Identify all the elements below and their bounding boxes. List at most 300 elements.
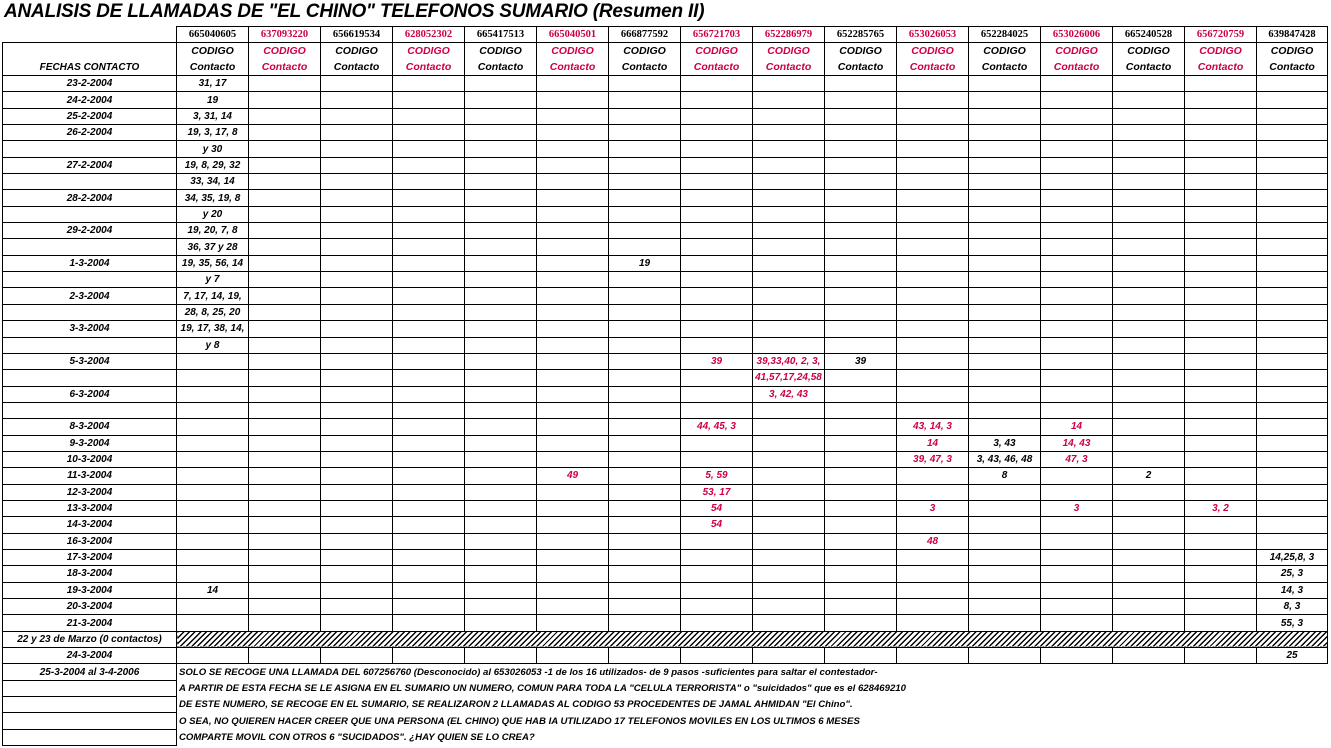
empty-cell bbox=[1041, 549, 1113, 565]
empty-cell bbox=[537, 533, 609, 549]
table-row bbox=[3, 337, 1328, 353]
table-row bbox=[3, 125, 1328, 141]
empty-cell bbox=[825, 599, 897, 615]
empty-cell bbox=[825, 321, 897, 337]
contact-codes-cell: 3, 31, 14 bbox=[177, 108, 249, 124]
empty-cell bbox=[753, 615, 825, 631]
empty-cell bbox=[969, 255, 1041, 271]
empty-cell bbox=[1041, 484, 1113, 500]
empty-cell bbox=[1113, 157, 1185, 173]
phone-number-header: 652286979 bbox=[753, 27, 825, 43]
empty-cell bbox=[537, 615, 609, 631]
empty-cell bbox=[177, 402, 249, 418]
empty-cell bbox=[1113, 92, 1185, 108]
contacto-label: Contacto bbox=[177, 59, 249, 76]
contact-codes-cell: 3, 43 bbox=[969, 435, 1041, 451]
date-cell: 16-3-2004 bbox=[3, 533, 177, 549]
phone-number-header: 656720759 bbox=[1185, 27, 1257, 43]
empty-cell bbox=[321, 484, 393, 500]
empty-cell bbox=[1257, 239, 1328, 255]
empty-cell bbox=[1257, 125, 1328, 141]
empty-cell bbox=[897, 517, 969, 533]
empty-cell bbox=[465, 370, 537, 386]
empty-cell bbox=[1185, 92, 1257, 108]
empty-cell bbox=[825, 386, 897, 402]
date-cell: 9-3-2004 bbox=[3, 435, 177, 451]
empty-cell bbox=[969, 223, 1041, 239]
empty-cell bbox=[753, 108, 825, 124]
empty-cell bbox=[753, 288, 825, 304]
notes-date-blank bbox=[3, 729, 177, 745]
table-row bbox=[3, 223, 1328, 239]
empty-cell bbox=[537, 92, 609, 108]
empty-cell bbox=[249, 419, 321, 435]
empty-cell bbox=[465, 484, 537, 500]
calls-table bbox=[2, 26, 1328, 746]
empty-cell bbox=[249, 223, 321, 239]
empty-cell bbox=[825, 370, 897, 386]
date-cell: 22 y 23 de Marzo (0 contactos) bbox=[3, 631, 177, 647]
date-cell: 1-3-2004 bbox=[3, 255, 177, 271]
contacto-label: Contacto bbox=[1041, 59, 1113, 76]
empty-cell bbox=[825, 239, 897, 255]
empty-cell bbox=[1113, 500, 1185, 516]
empty-cell bbox=[969, 370, 1041, 386]
date-cell: 24-3-2004 bbox=[3, 648, 177, 664]
table-row bbox=[3, 108, 1328, 124]
table-row bbox=[3, 174, 1328, 190]
empty-cell bbox=[465, 648, 537, 664]
empty-cell bbox=[465, 239, 537, 255]
empty-cell bbox=[249, 157, 321, 173]
empty-cell bbox=[609, 206, 681, 222]
empty-cell bbox=[537, 402, 609, 418]
empty-cell bbox=[897, 615, 969, 631]
empty-cell bbox=[1041, 566, 1113, 582]
empty-cell bbox=[681, 533, 753, 549]
phone-number-header: 652285765 bbox=[825, 27, 897, 43]
empty-cell bbox=[1257, 157, 1328, 173]
empty-cell bbox=[249, 582, 321, 598]
empty-cell bbox=[1257, 304, 1328, 320]
date-cell: 2-3-2004 bbox=[3, 288, 177, 304]
empty-cell bbox=[825, 500, 897, 516]
empty-cell bbox=[465, 255, 537, 271]
empty-cell bbox=[1113, 370, 1185, 386]
contact-codes-cell: 36, 37 y 28 bbox=[177, 239, 249, 255]
phone-number-header: 656619534 bbox=[321, 27, 393, 43]
codigo-label: CODIGO bbox=[681, 43, 753, 60]
empty-cell bbox=[465, 451, 537, 467]
empty-cell bbox=[609, 370, 681, 386]
empty-cell bbox=[1257, 370, 1328, 386]
empty-cell bbox=[1257, 451, 1328, 467]
contact-codes-cell: y 30 bbox=[177, 141, 249, 157]
empty-cell bbox=[1113, 76, 1185, 92]
empty-cell bbox=[393, 337, 465, 353]
empty-cell bbox=[1257, 435, 1328, 451]
empty-cell bbox=[393, 223, 465, 239]
table-row bbox=[3, 321, 1328, 337]
empty-cell bbox=[321, 272, 393, 288]
empty-cell bbox=[393, 141, 465, 157]
empty-cell bbox=[609, 108, 681, 124]
empty-cell bbox=[177, 549, 249, 565]
empty-cell bbox=[681, 648, 753, 664]
empty-cell bbox=[681, 255, 753, 271]
empty-cell bbox=[1113, 223, 1185, 239]
empty-cell bbox=[609, 92, 681, 108]
empty-cell bbox=[609, 223, 681, 239]
empty-cell bbox=[1257, 92, 1328, 108]
empty-cell bbox=[609, 239, 681, 255]
empty-cell bbox=[537, 288, 609, 304]
no-contact-hatched-band bbox=[177, 631, 1328, 647]
empty-cell bbox=[321, 76, 393, 92]
empty-cell bbox=[897, 402, 969, 418]
empty-cell bbox=[321, 108, 393, 124]
empty-cell bbox=[537, 451, 609, 467]
empty-cell bbox=[249, 451, 321, 467]
contact-codes-cell: 44, 45, 3 bbox=[681, 419, 753, 435]
empty-cell bbox=[969, 206, 1041, 222]
empty-cell bbox=[969, 353, 1041, 369]
date-cell: 28-2-2004 bbox=[3, 190, 177, 206]
empty-cell bbox=[825, 255, 897, 271]
empty-cell bbox=[753, 435, 825, 451]
date-cell: 8-3-2004 bbox=[3, 419, 177, 435]
contact-codes-cell: 39,33,40, 2, 3, bbox=[753, 353, 825, 369]
notes-date-blank bbox=[3, 697, 177, 713]
contact-codes-cell: 39 bbox=[825, 353, 897, 369]
date-header-top bbox=[3, 43, 177, 60]
empty-cell bbox=[393, 190, 465, 206]
empty-cell bbox=[1041, 125, 1113, 141]
empty-cell bbox=[1113, 174, 1185, 190]
empty-cell bbox=[825, 648, 897, 664]
empty-cell bbox=[609, 125, 681, 141]
empty-cell bbox=[393, 370, 465, 386]
empty-cell bbox=[393, 615, 465, 631]
empty-cell bbox=[1185, 76, 1257, 92]
empty-cell bbox=[1041, 468, 1113, 484]
empty-cell bbox=[321, 435, 393, 451]
empty-cell bbox=[825, 566, 897, 582]
empty-cell bbox=[177, 500, 249, 516]
codigo-label: CODIGO bbox=[897, 43, 969, 60]
empty-cell bbox=[825, 223, 897, 239]
table-row bbox=[3, 239, 1328, 255]
date-cell: 3-3-2004 bbox=[3, 321, 177, 337]
empty-cell bbox=[249, 190, 321, 206]
empty-cell bbox=[1041, 648, 1113, 664]
empty-cell bbox=[897, 92, 969, 108]
empty-cell bbox=[465, 304, 537, 320]
empty-cell bbox=[753, 582, 825, 598]
empty-cell bbox=[1041, 157, 1113, 173]
codigo-label: CODIGO bbox=[1041, 43, 1113, 60]
empty-cell bbox=[1185, 582, 1257, 598]
empty-cell bbox=[249, 370, 321, 386]
empty-cell bbox=[393, 484, 465, 500]
contacto-label: Contacto bbox=[321, 59, 393, 76]
empty-cell bbox=[537, 223, 609, 239]
table-row bbox=[3, 76, 1328, 92]
empty-cell bbox=[753, 76, 825, 92]
phone-number-header: 653026053 bbox=[897, 27, 969, 43]
empty-cell bbox=[249, 599, 321, 615]
empty-cell bbox=[609, 272, 681, 288]
empty-cell bbox=[609, 599, 681, 615]
date-cell bbox=[3, 141, 177, 157]
empty-cell bbox=[609, 402, 681, 418]
date-cell: 20-3-2004 bbox=[3, 599, 177, 615]
contacto-label: Contacto bbox=[537, 59, 609, 76]
empty-cell bbox=[1113, 435, 1185, 451]
empty-cell bbox=[897, 141, 969, 157]
phone-number-header: 665040501 bbox=[537, 27, 609, 43]
empty-cell bbox=[1185, 206, 1257, 222]
empty-cell bbox=[1257, 419, 1328, 435]
empty-cell bbox=[1257, 468, 1328, 484]
empty-cell bbox=[249, 337, 321, 353]
codigo-label: CODIGO bbox=[537, 43, 609, 60]
date-cell: 27-2-2004 bbox=[3, 157, 177, 173]
empty-cell bbox=[537, 353, 609, 369]
note-line: SOLO SE RECOGE UNA LLAMADA DEL 607256760 (Desconocido) al 653026053 -1 de los 16 utilizados- de 9 pasos -suficientes para saltar el contestador- bbox=[177, 664, 1328, 680]
empty-cell bbox=[465, 108, 537, 124]
contact-codes-cell: 3, 2 bbox=[1185, 500, 1257, 516]
empty-cell bbox=[177, 370, 249, 386]
empty-cell bbox=[249, 648, 321, 664]
table-row bbox=[3, 272, 1328, 288]
empty-cell bbox=[537, 549, 609, 565]
empty-cell bbox=[1257, 288, 1328, 304]
phone-number-row bbox=[3, 27, 1328, 43]
empty-cell bbox=[393, 157, 465, 173]
empty-cell bbox=[1041, 582, 1113, 598]
empty-cell bbox=[681, 435, 753, 451]
note-line: A PARTIR DE ESTA FECHA SE LE ASIGNA EN EL SUMARIO UN NUMERO, COMUN PARA TODA LA "CELULA TERRORISTA" o "suicidados" que es el 628469210 bbox=[179, 682, 906, 694]
contact-codes-cell: 3 bbox=[1041, 500, 1113, 516]
empty-cell bbox=[1041, 402, 1113, 418]
contact-codes-cell: 55, 3 bbox=[1257, 615, 1328, 631]
contact-codes-cell: 14, 43 bbox=[1041, 435, 1113, 451]
empty-cell bbox=[393, 386, 465, 402]
empty-cell bbox=[609, 615, 681, 631]
empty-cell bbox=[609, 337, 681, 353]
empty-cell bbox=[1113, 402, 1185, 418]
table-row bbox=[3, 190, 1328, 206]
empty-cell bbox=[1041, 370, 1113, 386]
phone-number-header: 665240528 bbox=[1113, 27, 1185, 43]
empty-cell bbox=[681, 599, 753, 615]
empty-cell bbox=[321, 239, 393, 255]
empty-cell bbox=[753, 517, 825, 533]
codigo-label: CODIGO bbox=[825, 43, 897, 60]
empty-cell bbox=[753, 549, 825, 565]
empty-cell bbox=[681, 206, 753, 222]
empty-cell bbox=[537, 517, 609, 533]
empty-cell bbox=[249, 239, 321, 255]
empty-cell bbox=[825, 533, 897, 549]
empty-cell bbox=[1185, 648, 1257, 664]
empty-cell bbox=[1041, 386, 1113, 402]
empty-cell bbox=[393, 517, 465, 533]
empty-cell bbox=[825, 582, 897, 598]
empty-cell bbox=[321, 566, 393, 582]
empty-cell bbox=[681, 108, 753, 124]
empty-cell bbox=[753, 599, 825, 615]
empty-cell bbox=[1257, 223, 1328, 239]
codigo-label: CODIGO bbox=[1113, 43, 1185, 60]
empty-cell bbox=[681, 190, 753, 206]
empty-cell bbox=[1257, 484, 1328, 500]
contact-codes-cell: 53, 17 bbox=[681, 484, 753, 500]
contacto-label: Contacto bbox=[825, 59, 897, 76]
empty-cell bbox=[753, 500, 825, 516]
contact-codes-cell: 54 bbox=[681, 500, 753, 516]
empty-cell bbox=[1257, 255, 1328, 271]
empty-cell bbox=[249, 549, 321, 565]
empty-cell bbox=[1113, 239, 1185, 255]
empty-cell bbox=[1185, 223, 1257, 239]
empty-cell bbox=[753, 304, 825, 320]
empty-cell bbox=[969, 76, 1041, 92]
table-row bbox=[3, 549, 1328, 565]
empty-cell bbox=[321, 141, 393, 157]
empty-cell bbox=[537, 174, 609, 190]
empty-cell bbox=[249, 468, 321, 484]
empty-cell bbox=[609, 484, 681, 500]
note-row bbox=[3, 664, 1328, 680]
table-row bbox=[3, 484, 1328, 500]
note-line: O SEA, NO QUIEREN HACER CREER QUE UNA PERSONA (EL CHINO) QUE HAB IA UTILIZADO 17 TELEFONOS MOVILES EN LOS ULTIMOS 6 MESES bbox=[179, 715, 860, 727]
contacto-label: Contacto bbox=[1185, 59, 1257, 76]
empty-cell bbox=[681, 566, 753, 582]
empty-cell bbox=[537, 484, 609, 500]
table-row bbox=[3, 599, 1328, 615]
empty-cell bbox=[681, 272, 753, 288]
contact-codes-cell: 19, 20, 7, 8 bbox=[177, 223, 249, 239]
empty-cell bbox=[753, 174, 825, 190]
empty-cell bbox=[1113, 419, 1185, 435]
empty-cell bbox=[1185, 353, 1257, 369]
empty-cell bbox=[609, 451, 681, 467]
empty-cell bbox=[897, 174, 969, 190]
empty-cell bbox=[969, 92, 1041, 108]
empty-cell bbox=[969, 419, 1041, 435]
codigo-label: CODIGO bbox=[609, 43, 681, 60]
empty-cell bbox=[1185, 304, 1257, 320]
empty-cell bbox=[177, 615, 249, 631]
empty-cell bbox=[753, 223, 825, 239]
header-blank-cell bbox=[3, 27, 177, 43]
empty-cell bbox=[321, 370, 393, 386]
empty-cell bbox=[609, 157, 681, 173]
empty-cell bbox=[249, 304, 321, 320]
date-cell: 17-3-2004 bbox=[3, 549, 177, 565]
contact-codes-cell: 34, 35, 19, 8 bbox=[177, 190, 249, 206]
contact-codes-cell: y 20 bbox=[177, 206, 249, 222]
empty-cell bbox=[537, 272, 609, 288]
empty-cell bbox=[393, 288, 465, 304]
empty-cell bbox=[1185, 402, 1257, 418]
empty-cell bbox=[465, 337, 537, 353]
empty-cell bbox=[249, 321, 321, 337]
table-row bbox=[3, 566, 1328, 582]
empty-cell bbox=[1113, 141, 1185, 157]
empty-cell bbox=[753, 533, 825, 549]
phone-number-header: 656721703 bbox=[681, 27, 753, 43]
notes-date-range: 25-3-2004 al 3-4-2006 bbox=[3, 664, 177, 680]
table-row bbox=[3, 92, 1328, 108]
date-cell: 19-3-2004 bbox=[3, 582, 177, 598]
empty-cell bbox=[825, 451, 897, 467]
contact-codes-cell: 25, 3 bbox=[1257, 566, 1328, 582]
empty-cell bbox=[537, 125, 609, 141]
empty-cell bbox=[537, 255, 609, 271]
contacto-label: Contacto bbox=[897, 59, 969, 76]
empty-cell bbox=[465, 402, 537, 418]
empty-cell bbox=[1113, 255, 1185, 271]
empty-cell bbox=[321, 157, 393, 173]
empty-cell bbox=[465, 223, 537, 239]
empty-cell bbox=[1185, 190, 1257, 206]
contact-codes-cell: 14 bbox=[177, 582, 249, 598]
empty-cell bbox=[609, 174, 681, 190]
empty-cell bbox=[393, 402, 465, 418]
empty-cell bbox=[249, 500, 321, 516]
empty-cell bbox=[537, 370, 609, 386]
empty-cell bbox=[537, 582, 609, 598]
empty-cell bbox=[393, 648, 465, 664]
empty-cell bbox=[609, 435, 681, 451]
empty-cell bbox=[969, 337, 1041, 353]
empty-cell bbox=[465, 517, 537, 533]
contact-codes-cell: 19, 35, 56, 14 bbox=[177, 255, 249, 271]
empty-cell bbox=[393, 206, 465, 222]
empty-cell bbox=[321, 206, 393, 222]
empty-cell bbox=[1257, 190, 1328, 206]
empty-cell bbox=[1041, 353, 1113, 369]
empty-cell bbox=[1041, 304, 1113, 320]
empty-cell bbox=[825, 304, 897, 320]
empty-cell bbox=[1113, 337, 1185, 353]
empty-cell bbox=[321, 353, 393, 369]
phone-number-header: 628052302 bbox=[393, 27, 465, 43]
empty-cell bbox=[825, 190, 897, 206]
contacto-label: Contacto bbox=[249, 59, 321, 76]
empty-cell bbox=[537, 157, 609, 173]
contact-codes-cell: 19 bbox=[609, 255, 681, 271]
empty-cell bbox=[465, 272, 537, 288]
contact-codes-cell: 49 bbox=[537, 468, 609, 484]
empty-cell bbox=[681, 402, 753, 418]
empty-cell bbox=[1041, 206, 1113, 222]
empty-cell bbox=[393, 92, 465, 108]
empty-cell bbox=[969, 321, 1041, 337]
empty-cell bbox=[825, 92, 897, 108]
contact-codes-cell: 7, 17, 14, 19, bbox=[177, 288, 249, 304]
date-cell bbox=[3, 239, 177, 255]
codigo-label: CODIGO bbox=[969, 43, 1041, 60]
empty-cell bbox=[1113, 549, 1185, 565]
date-cell: 14-3-2004 bbox=[3, 517, 177, 533]
empty-cell bbox=[249, 566, 321, 582]
empty-cell bbox=[897, 272, 969, 288]
table-row bbox=[3, 206, 1328, 222]
